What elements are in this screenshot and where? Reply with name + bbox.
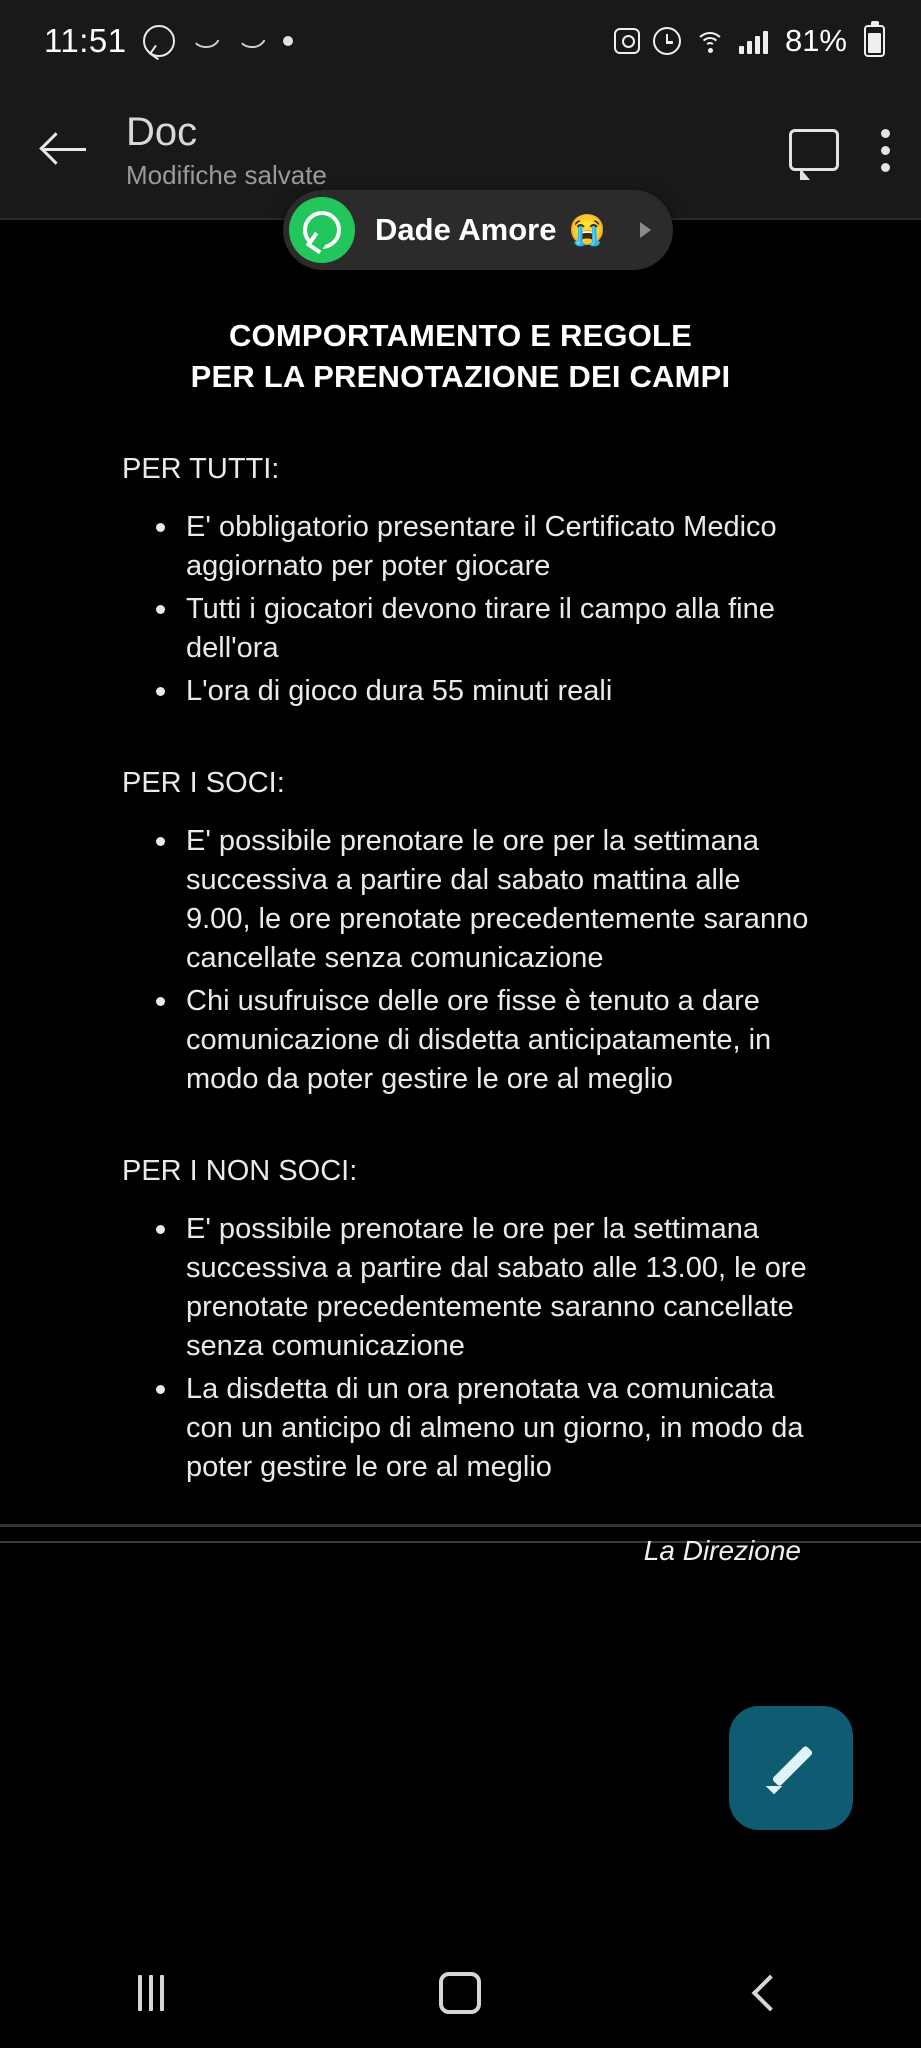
- status-clock: 11:51: [44, 22, 127, 59]
- home-icon[interactable]: [439, 1972, 481, 2014]
- list-item: Chi usufruisce delle ore fisse è tenuto a dare comunicazione di disdetta anticipatamente, in modo da poter gestire le ore al meglio: [184, 982, 809, 1099]
- battery-icon: [864, 25, 885, 57]
- save-status-label: Modifiche salvate: [126, 159, 327, 190]
- arc-icon: [191, 34, 221, 48]
- notification-emoji: 😭: [568, 213, 606, 247]
- status-bar-right: [614, 23, 885, 59]
- back-icon[interactable]: [752, 1975, 789, 2012]
- recent-apps-icon[interactable]: [138, 1975, 164, 2011]
- kebab-menu-icon[interactable]: [879, 129, 891, 172]
- status-bar: [0, 0, 921, 82]
- list-item: L'ora di gioco dura 55 minuti reali: [184, 672, 809, 711]
- wifi-icon: [694, 28, 726, 54]
- section-heading-per-tutti: PER TUTTI:: [122, 452, 280, 485]
- pencil-icon: [763, 1740, 819, 1796]
- list-item: Tutti i giocatori devono tirare il campo alla fine dell'ora: [184, 590, 809, 668]
- chevron-right-icon[interactable]: [640, 222, 651, 238]
- section-list-per-tutti: [112, 508, 809, 712]
- comment-icon[interactable]: [789, 129, 839, 171]
- page-title: Doc: [126, 109, 198, 154]
- edit-fab-button[interactable]: [729, 1706, 853, 1830]
- whatsapp-icon: [143, 25, 175, 57]
- whatsapp-notification-popup[interactable]: [283, 190, 673, 270]
- list-item: E' obbligatorio presentare il Certificato Medico aggiornato per poter giocare: [184, 508, 809, 586]
- section-list-per-i-soci: [112, 822, 809, 1100]
- app-bar: [0, 82, 921, 247]
- list-item: E' possibile prenotare le ore per la settimana successiva a partire dal sabato alle 13.00, le ore prenotate precedentemente saranno cancellate senza comunicazione: [184, 1210, 809, 1367]
- section-heading-per-i-non-soci: PER I NON SOCI:: [122, 1154, 358, 1187]
- list-item: La disdetta di un ora prenotata va comunicata con un anticipo di almeno un giorno, in modo da poter gestire le ore al meglio: [184, 1370, 809, 1487]
- alarm-box-icon: [614, 28, 640, 54]
- list-item: E' possibile prenotare le ore per la settimana successiva a partire dal sabato mattina alle 9.00, le ore prenotate precedentemente saranno cancellate senza comunicazione: [184, 822, 809, 979]
- app-bar-title-group[interactable]: [126, 110, 769, 191]
- document-page-1: [0, 220, 921, 1567]
- document-signature: La Direzione: [643, 1535, 801, 1567]
- system-navigation-bar: [0, 1938, 921, 2048]
- section-list-per-i-non-soci: [112, 1210, 809, 1488]
- document-heading-line1: COMPORTAMENTO E REGOLE: [228, 318, 693, 353]
- document-viewer[interactable]: [0, 218, 921, 1938]
- signal-icon: [739, 28, 768, 54]
- arc-icon: [237, 34, 267, 48]
- dot-icon: [283, 36, 293, 46]
- alarm-clock-icon: [653, 27, 681, 55]
- section-heading-per-i-soci: PER I SOCI:: [122, 766, 285, 799]
- whatsapp-icon: [289, 197, 355, 263]
- battery-percent-label: 81%: [784, 23, 847, 58]
- back-arrow-icon[interactable]: [38, 123, 92, 177]
- document-heading-line2: PER LA PRENOTAZIONE DEI CAMPI: [190, 358, 731, 394]
- status-bar-left: [44, 22, 293, 60]
- notification-sender-label: Dade Amore: [375, 212, 557, 247]
- app-bar-actions: [789, 129, 891, 172]
